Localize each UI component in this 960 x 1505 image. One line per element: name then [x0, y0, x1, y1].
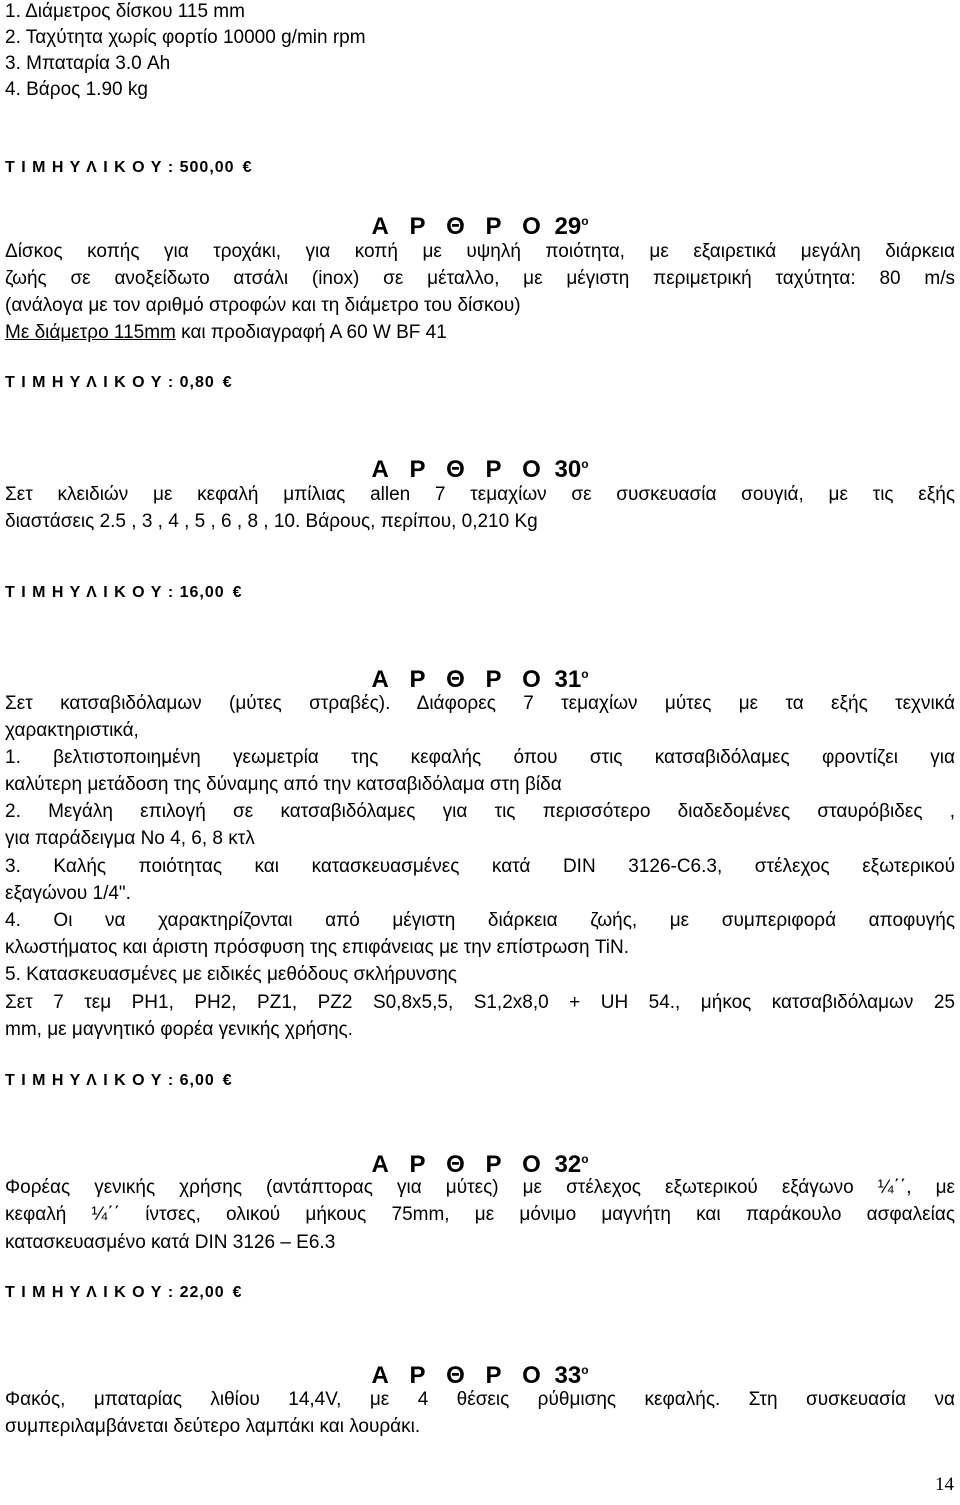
article-text: διαστάσεις 2.5 , 3 , 4 , 5 , 6 , 8 , 10. Βάρους, περίπου, 0,210 Kg [5, 511, 538, 532]
ordinal-suffix: ο [581, 457, 589, 471]
article-text: Φορέας γενικής χρήσης (αντάπτορας για μύτες) με στέλεχος εξωτερικού εξάγωνο ¼΄΄, με [5, 1177, 955, 1198]
material-price [5, 1070, 233, 1092]
article-text: Φακός, μπαταρίας λιθίου 14,4V, με 4 θέσεις ρύθμισης κεφαλής. Στη συσκευασία να [5, 1389, 955, 1410]
price-label: Τ Ι Μ Η Υ Λ Ι Κ Ο Υ : [5, 1284, 175, 1301]
price-value: 500,00 [179, 159, 235, 176]
article-text [5, 321, 955, 345]
underlined-text: Με διάμετρο 115mm [5, 322, 176, 343]
article-word: Α Ρ Θ Ρ Ο [371, 666, 548, 693]
article-heading [0, 206, 960, 242]
article-text: 5. Κατασκευασμένες με ειδικές μεθόδους σκλήρυνσης [5, 964, 457, 985]
article-text: ζωής σε ανοξείδωτο ατσάλι (inox) σε μέταλλο, με μέγιστη περιμετρική ταχύτητα: 80 m/s [5, 268, 955, 289]
euro-icon: € [222, 374, 233, 391]
article-heading [0, 1144, 960, 1180]
article-word: Α Ρ Θ Ρ Ο [371, 213, 548, 240]
article-word: Α Ρ Θ Ρ Ο [371, 1151, 548, 1178]
text-rest: και προδιαγραφή Α 60 W BF 41 [175, 322, 447, 343]
article-text: Σετ κλειδιών με κεφαλή μπίλιας allen 7 τεμαχίων σε συσκευασία σουγιά, με τις εξής [5, 484, 955, 505]
euro-icon: € [242, 159, 253, 176]
ordinal-suffix: ο [581, 1363, 589, 1377]
price-value: 22,00 [179, 1284, 225, 1301]
euro-icon: € [222, 1072, 233, 1089]
article-word: Α Ρ Θ Ρ Ο [371, 456, 548, 483]
spec-item: 2. Ταχύτητα χωρίς φορτίο 10000 g/min rpm [5, 27, 366, 48]
article-heading [0, 659, 960, 695]
article-text: Σετ κατσαβιδόλαμων (μύτες στραβές). Διάφορες 7 τεμαχίων μύτες με τα εξής τεχνικά [5, 693, 955, 714]
article-text: 2. Μεγάλη επιλογή σε κατσαβιδόλαμες για τις περισσότερο διαδεδομένες σταυρόβιδες , [5, 801, 955, 822]
article-text: Σετ 7 τεμ PH1, PH2, PZ1, PZ2 S0,8x5,5, S1,2x8,0 + UH 54., μήκος κατσαβιδόλαμων 25 [5, 992, 955, 1013]
ordinal-suffix: ο [581, 1152, 589, 1166]
price-value: 0,80 [179, 374, 215, 391]
article-text: χαρακτηριστικά, [5, 720, 139, 741]
spec-item: 3. Μπαταρία 3.0 Ah [5, 53, 171, 74]
article-text: κλωστήματος και άριστη πρόσφυση της επιφάνειας με την επίστρωση TiN. [5, 937, 629, 958]
article-text: κεφαλή ¼΄΄ ίντσες, ολικού μήκους 75mm, με μόνιμο μαγνήτη και παράκουλο ασφαλείας [5, 1204, 955, 1225]
price-label: Τ Ι Μ Η Υ Λ Ι Κ Ο Υ : [5, 159, 175, 176]
article-text: mm, με μαγνητικό φορέα γενικής χρήσης. [5, 1019, 353, 1040]
article-number: 30 [554, 456, 582, 483]
article-text: (ανάλογα με τον αριθμό στροφών και τη διάμετρο του δίσκου) [5, 295, 521, 316]
article-number: 29 [554, 213, 582, 240]
euro-icon: € [232, 1284, 243, 1301]
euro-icon: € [232, 584, 243, 601]
article-text: 3. Καλής ποιότητας και κατασκευασμένες κατά DIN 3126-C6.3, στέλεχος εξωτερικού [5, 856, 955, 877]
price-value: 16,00 [179, 584, 225, 601]
price-label: Τ Ι Μ Η Υ Λ Ι Κ Ο Υ : [5, 584, 175, 601]
article-text: 1. βελτιστοποιημένη γεωμετρία της κεφαλής όπου στις κατσαβιδόλαμες φροντίζει για [5, 747, 955, 768]
article-text: συμπεριλαμβάνεται δεύτερο λαμπάκι και λουράκι. [5, 1416, 421, 1437]
ordinal-suffix: ο [581, 667, 589, 681]
material-price [5, 372, 233, 394]
material-price [5, 157, 252, 179]
article-text: Δίσκος κοπής για τροχάκι, για κοπή με υψηλή ποιότητα, με εξαιρετικά μεγάλη διάρκεια [5, 241, 955, 262]
article-text: κατασκευασμένο κατά DIN 3126 – E6.3 [5, 1232, 336, 1253]
material-price [5, 1282, 243, 1304]
article-number: 32 [554, 1151, 582, 1178]
article-number: 31 [554, 666, 582, 693]
material-price [5, 582, 243, 604]
price-label: Τ Ι Μ Η Υ Λ Ι Κ Ο Υ : [5, 1072, 175, 1089]
article-text: για παράδειγμα Νο 4, 6, 8 κτλ [5, 828, 255, 849]
article-text: καλύτερη μετάδοση της δύναμης από την κατσαβιδόλαμα στη βίδα [5, 774, 562, 795]
article-word: Α Ρ Θ Ρ Ο [371, 1362, 548, 1389]
article-text: 4. Οι να χαρακτηρίζονται από μέγιστη διάρκεια ζωής, με συμπεριφορά αποφυγής [5, 910, 955, 931]
article-heading [0, 1355, 960, 1391]
spec-item: 4. Βάρος 1.90 kg [5, 79, 148, 100]
article-text: εξαγώνου 1/4". [5, 883, 131, 904]
spec-item: 1. Διάμετρος δίσκου 115 mm [5, 1, 245, 22]
article-number: 33 [554, 1362, 582, 1389]
price-label: Τ Ι Μ Η Υ Λ Ι Κ Ο Υ : [5, 374, 175, 391]
page-number: 14 [935, 1474, 954, 1495]
price-value: 6,00 [179, 1072, 215, 1089]
ordinal-suffix: ο [581, 214, 589, 228]
article-heading [0, 449, 960, 485]
